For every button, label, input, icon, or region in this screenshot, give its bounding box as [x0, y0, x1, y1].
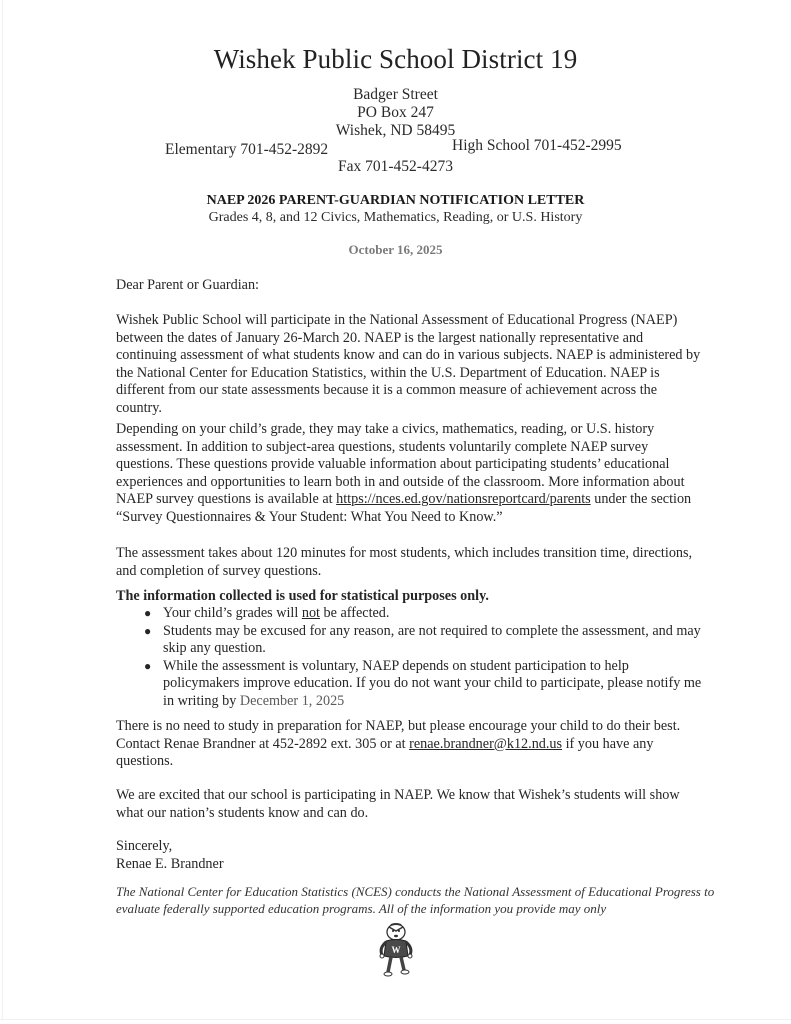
paragraph-subjects	[116, 421, 706, 527]
letter-subheading: Grades 4, 8, and 12 Civics, Mathematics, Reading, or U.S. History	[208, 210, 583, 225]
bullet-dot-icon: ●	[144, 658, 152, 673]
district-title: Wishek Public School District 19	[213, 44, 578, 74]
nces-footnote: The National Center for Education Statistics (NCES) conducts the National Assessment of Educational Progress to evaluate federally supported education programs. All of the information you provide may only	[116, 884, 715, 916]
paragraph-contact-text: There is no need to study in preparation for NAEP, but please encourage your child to do their best. Contact Renae Brandner at 452-2892 ext. 305 or at	[116, 718, 681, 752]
fax-number: Fax 701-452-4273	[338, 158, 453, 175]
letter-date: October 16, 2025	[348, 242, 443, 257]
paragraph-subjects-tail: under the section “Survey Questionnaires & Your Student: What You Need to Know.”	[116, 491, 692, 525]
badger-mascot-icon	[374, 922, 418, 978]
paragraph-contact-tail: if you have any questions.	[116, 735, 654, 770]
contact-email-link[interactable]: renae.brandner@k12.nd.us	[409, 735, 563, 752]
city-state-zip: Wishek, ND 58495	[335, 122, 456, 139]
paragraph-contact	[116, 718, 706, 771]
street-address: Badger Street	[353, 86, 438, 103]
paragraph-duration: The assessment takes about 120 minutes for most students, which includes transition time, directions, and completion of survey questions.	[116, 545, 693, 579]
info-heading: The information collected is used for statistical purposes only.	[116, 588, 489, 604]
bullet-grades	[116, 605, 706, 623]
letter-heading: NAEP 2026 PARENT-GUARDIAN NOTIFICATION LETTER	[206, 193, 585, 208]
opt-out-deadline: December 1, 2025	[239, 692, 345, 709]
bullet-voluntary	[116, 658, 706, 711]
bullet-grades-tail: be affected.	[320, 605, 390, 621]
closing: Sincerely,	[116, 838, 173, 854]
elementary-phone: Elementary 701-452-2892	[165, 141, 329, 158]
paragraph-subjects-text: Depending on your child’s grade, they may take a civics, mathematics, reading, or U.S. history assessment. In addition to subject-area questions, students voluntarily complete NAEP survey questions. These questions provide valuable information about participating students’ educational experiences and opportunities to learn both in and outside of the classroom. More information about NAEP survey questions is available at	[116, 421, 685, 508]
signature-name: Renae E. Brandner	[116, 856, 224, 872]
bullet-dot-icon: ●	[144, 623, 152, 638]
page-edge-bottom	[0, 1019, 791, 1020]
bullet-excused-text: Students may be excused for any reason, are not required to complete the assessment, and may skip any question.	[163, 622, 701, 657]
salutation: Dear Parent or Guardian:	[116, 277, 259, 293]
po-box: PO Box 247	[357, 104, 434, 121]
svg-text:W: W	[391, 945, 401, 955]
paragraph-intro: Wishek Public School will participate in the National Assessment of Educational Progress (NAEP) between the dates of January 26-March 20. NAEP is the largest nationally representative and continuing assessment of what students know and can do in various subjects. NAEP is administered by the National Center for Education Statistics, within the U.S. Department of Education. NAEP is different from our state assessments because it is a common measure of achievement across the country.	[116, 312, 701, 416]
paragraph-excited: We are excited that our school is participating in NAEP. We know that Wishek’s students will show what our nation’s students know and can do.	[116, 787, 680, 821]
bullet-grades-text: Your child’s grades will	[163, 605, 302, 621]
bullet-grades-emphasis: not	[301, 605, 320, 621]
nces-parents-link[interactable]: https://nces.ed.gov/nationsreportcard/parents	[336, 491, 591, 508]
info-bullet-list	[116, 605, 706, 711]
page-edge-left	[2, 0, 3, 1020]
high-school-phone: High School 701-452-2995	[452, 137, 622, 154]
bullet-voluntary-text: While the assessment is voluntary, NAEP depends on student participation to help policymakers improve education. If you do not want your child to participate, please notify me in writing by	[163, 657, 702, 709]
bullet-dot-icon: ●	[144, 606, 152, 620]
bullet-excused	[116, 623, 706, 658]
